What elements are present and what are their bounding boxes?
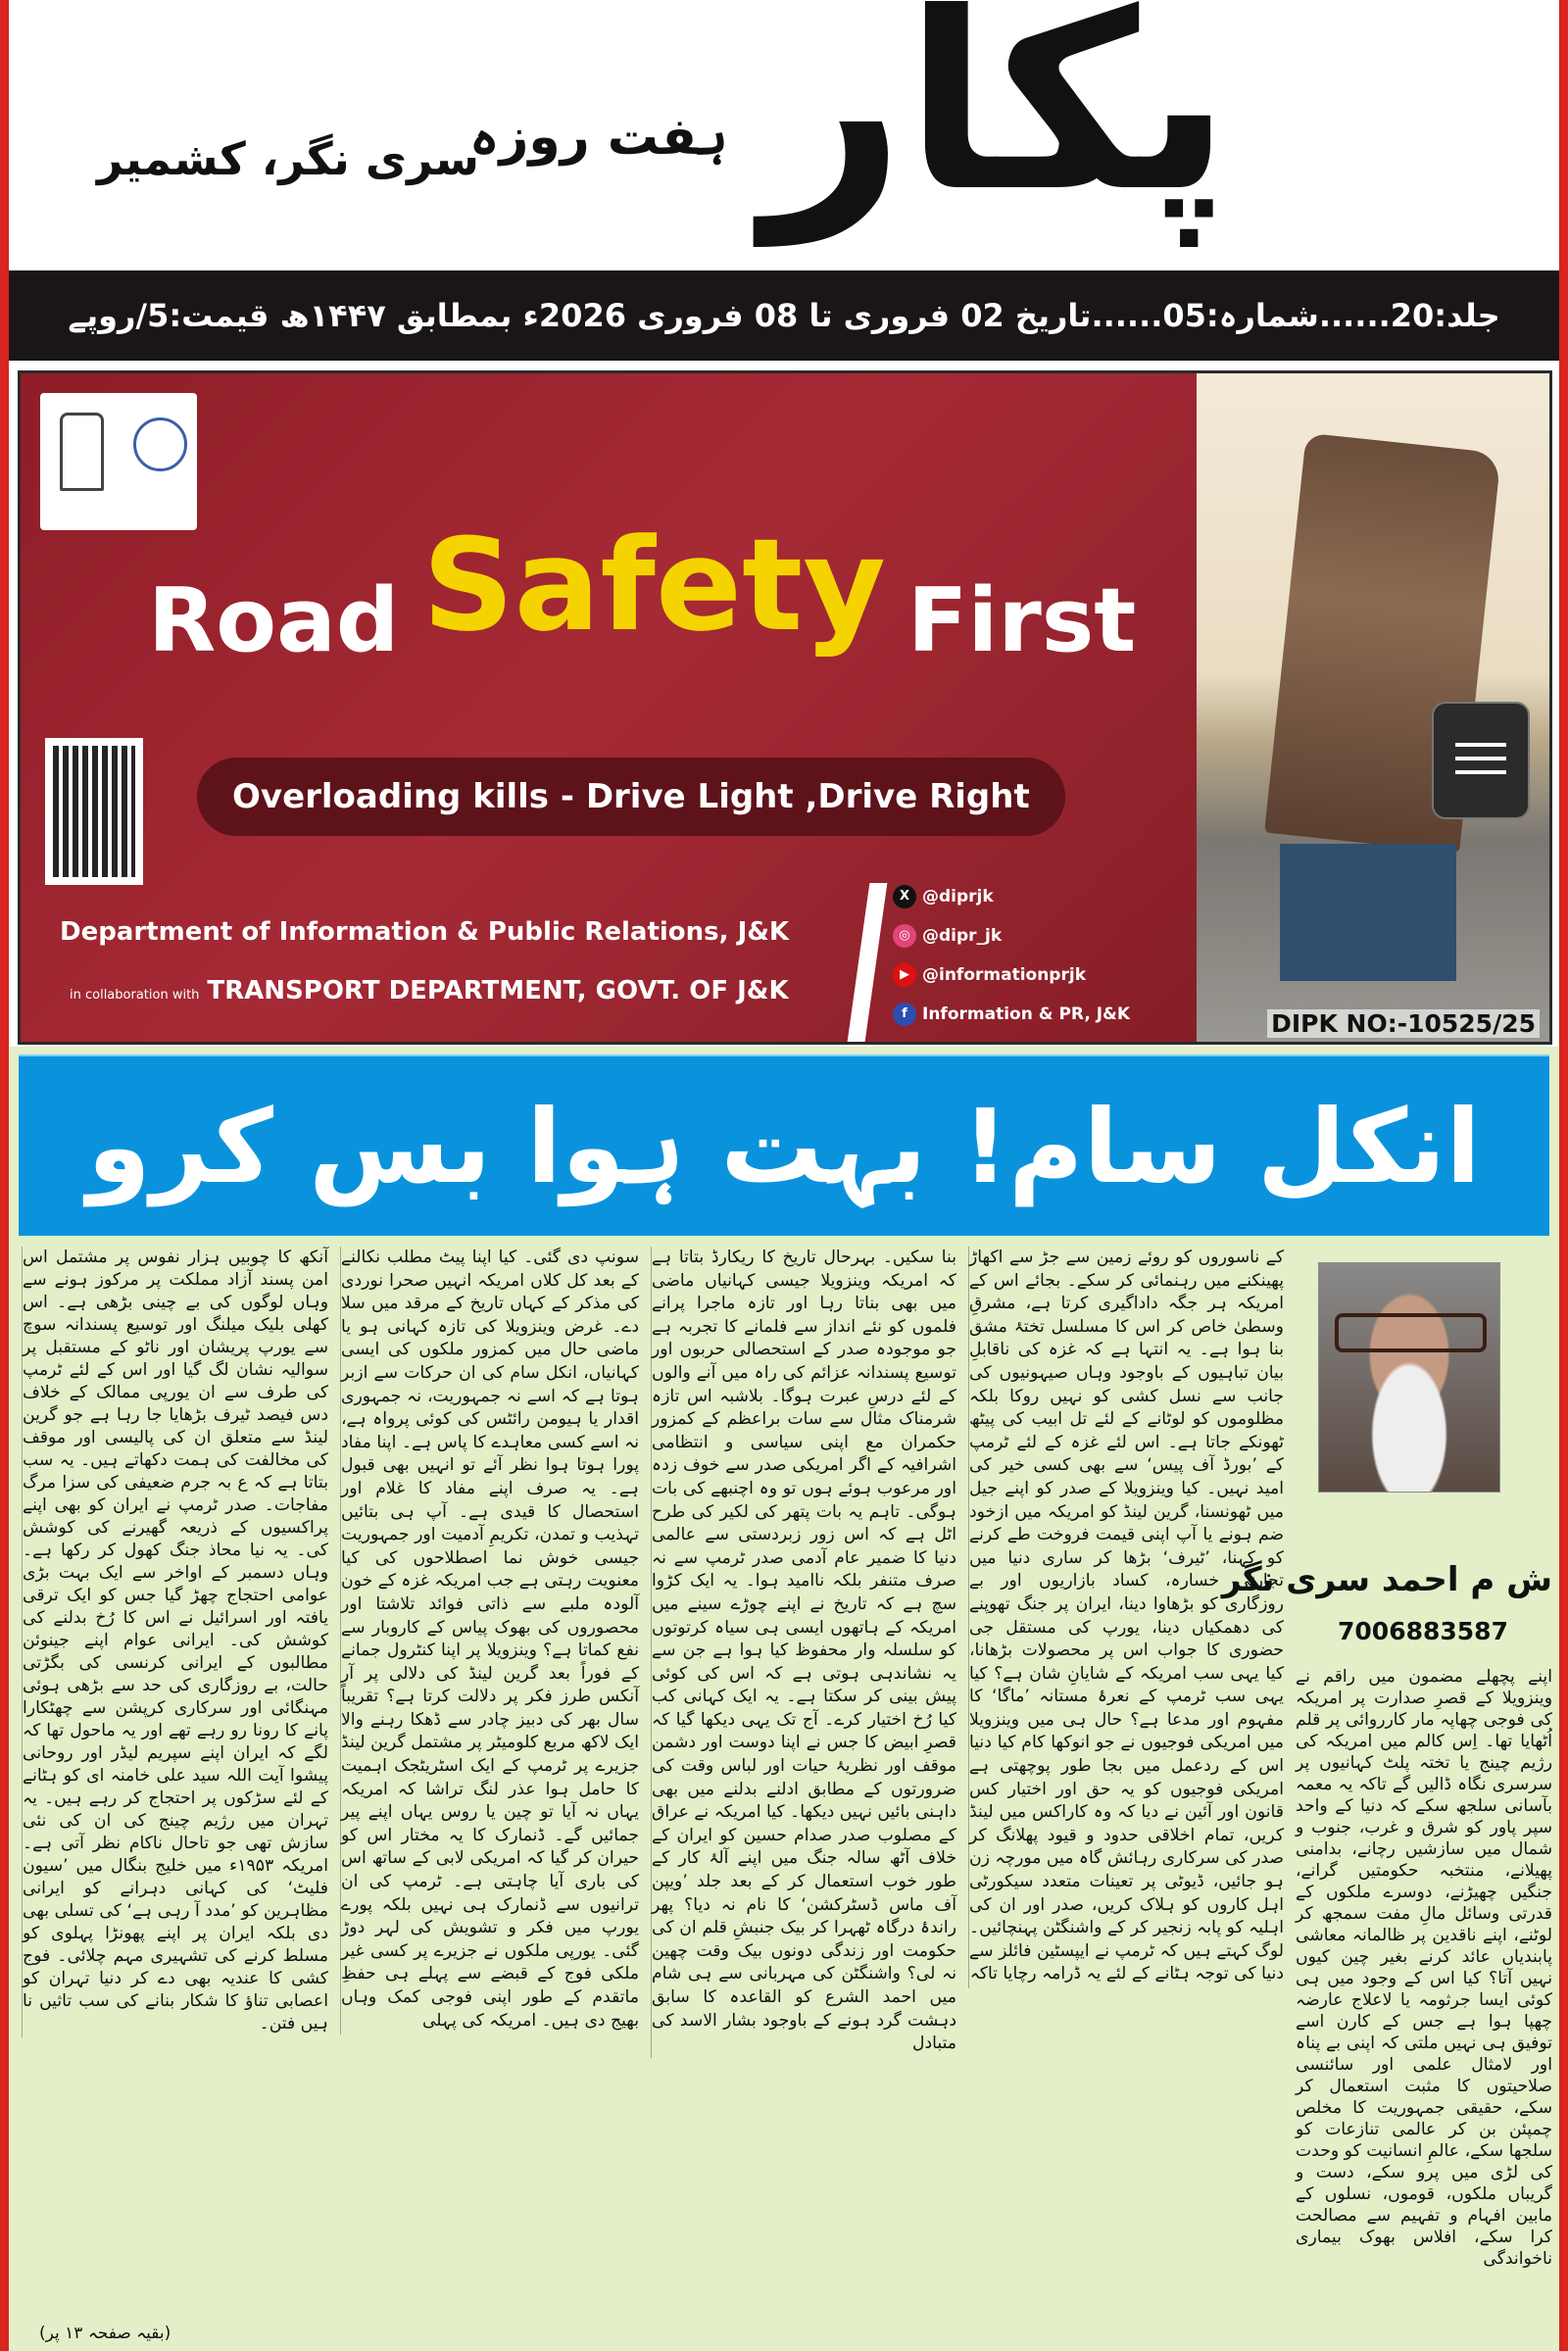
author-phone: 7006883587: [1338, 1617, 1508, 1645]
article-column-3: بنا سکیں۔ بہرحال تاریخ کا ریکارڈ بتاتا ہے کہ امریکہ وینزویلا جیسی کہانیاں ماضی میں بھی بناتا رہا اور تازہ ماجرا پرانے فلموں کو نئے انداز سے فلمانے کا تجربہ ہے جو موجودہ صدر کے استحصالی حربوں اور توسیع پسندانہ عزائم کی راہ میں آنے والوں کے لئے درسِ عبرت ہوگا۔ بلاشبہ اس تازہ شرمناک مثال سے سات براعظم کے کمزور حکمران مع اپنی سیاسی و انتظامی اشرافیہ کے اگر امریکی صدر سے خوف زدہ اور مرعوب ہوئے ہوں تو وہ اچنبھے کی بات ہوگی۔ تاہم یہ بات پتھر کی لکیر کی طرح اٹل ہے کہ اس زور زبردستی سے عالمی دنیا کا ضمیر عام آدمی صدر ٹرمپ سے نہ صرف متنفر بلکہ ناامید ہوا۔ یہ ایک کڑوا سچ ہے کہ تاریخ نے اپنے چوڑے سینے میں امریکہ کے ہاتھوں ایسی ہی سیاہ کرتوتوں کو سلسلہ وار محفوظ کیا ہوا ہے جن سے یہ نشاندہی ہوتی ہے کہ اس کی کوئی پیش بینی کر سکتا ہے۔ یہ ایک کہانی کب کیا رُخ اختیار کرے۔ آج تک یہی دیکھا گیا کہ قصرِ ابیض کا جس نے اپنا دوست اور دشمن موقف اور نظریۂ حیات اور لباس وقت کی ضرورتوں کے مطابق ادلنے بدلنے میں بھی داہنی بائیں نہیں دیکھا۔ کیا امریکہ نے عراق کے مصلوب صدر صدام حسین کو ایران کے خلاف آٹھ سالہ جنگ میں اپنے آلۂ کار کے طور خوب استعمال کر کے بعد جلد ’ویپن آف ماس ڈسٹرکشن‘ کا نام نہ دیا؟ پھر راندۂ درگاہ ٹھہرا کر بیک جنبشِ قلم ان کی حکومت اور زندگی دونوں بیک وقت چھین نہ لی؟ واشنگٹن کی مہربانی سے ہی شام میں احمد الشرع کو القاعدہ کا سابق دہشت گرد ہونے کے باوجود بشار الاسد کی متبادل: [651, 1247, 956, 2058]
youtube-icon: ▶: [893, 963, 916, 987]
social-youtube: ▶ @informationprjk: [893, 963, 1086, 987]
article-column-4: سونپ دی گئی۔ کیا اپنا پیٹ مطلب نکالنے کے بعد کل کلاں امریکہ انہیں صحرا نوردی کی مذکر کے کہاں تاریخ کے مرقد میں سلا دے۔ غرض وینزویلا کی تازہ کہانی ہو یا ماضی حال میں کمزور ملکوں کی ایسی کہانیاں، انکل سام کی ان حرکات سے ازبر ہوتا ہے کہ اسے نہ جمہوریت، نہ جمہوری اقدار یا ہیومن رائٹس کی کوئی پرواہ ہے، نہ اسے کسی معاہدے کا پاس ہے۔ اپنا مفاد پورا ہوتا ہوا نظر آئے تو انہیں بھی قبول ہے۔ یہ صرف اپنے مفاد کا غلام اور استحصال کا قیدی ہے۔ آپ ہی بتائیں تہذیب و تمدن، تکریمِ آدمیت اور جمہوریت جیسی خوش نما اصطلاحوں کی کیا معنویت رہتی ہے جب امریکہ غزہ کے خون آلودہ ملبے سے ذاتی فوائد تلاشتا اور محصوروں کی بھوک پیاس کے کاروبار سے نفع کماتا ہے؟ وینزویلا پر اپنا کنٹرول جمانے کے فوراً بعد گرین لینڈ کی دلالی پر آر آنکس طرز فکر پر دلالت کرتا ہے؟ تقریباً سال بھر کی دبیز چادر سے ڈھکا رہنے والا ایک لاکھ مربع کلومیٹر پر مشتمل گرین لینڈ جزیرے پر ٹرمپ کے ایک اسٹریٹجک اہمیت کا حامل ہوا عذر لنگ تراشا کہ امریکہ یہاں نہ آیا تو چین یا روس یہاں اپنے پیر جمائیں گے۔ ڈنمارک کا یہ مختار اس کو حیران کر گیا کہ امریکی لابی کے ساتھ اس کی باری آیا چاہتی ہے۔ ٹرمپ کی ان ترانیوں سے ڈنمارک ہی نہیں بلکہ پورے یورپ میں فکر و تشویش کی لہر دوڑ گئی۔ یورپی ملکوں نے جزیرے پر کسی غیر ملکی فوج کے قبضے سے پہلے ہی حفظِ ماتقدم کے طور اپنی فوجی کمک وہاں بھیج دی ہیں۔ امریکہ کی پہلی: [340, 1247, 639, 2034]
scan-icon: [1432, 702, 1530, 819]
article-column-1: اپنے پچھلے مضمون میں راقم نے وینزویلا کے قصرِ صدارت پر امریکہ کی فوجی چھاپہ مار کارروائی پر قلم اُٹھایا تھا۔ اِس کالم میں امریکہ کی رژیم چینج یا تختہ پلٹ کہانیوں پر سرسری نگاہ ڈالیں گے تاکہ یہ معمہ بآسانی سلجھ سکے کہ دنیا کے واحد سپر پاور کو شرق و غرب، جنوب و شمال میں سازشیں رچانے، بدامنی پھیلانے، منتخبہ حکومتیں گرانے، جنگیں چھیڑنے، دوسرے ملکوں کے قدرتی وسائل مالِ مفت سمجھ کر لوٹنے، اپنے ناقدین پر ظالمانہ معاشی پابندیاں عائد کرنے بغیر چین کیوں نہیں آتا؟ کیا اس کے وجود میں ہی کوئی ایسا جرثومہ یا لاعلاج عارضہ چھپا ہوا ہے جس کے کارن اسے توفیق ہی نہیں ملتی کہ اپنی بے پناہ اور لامثال علمی اور سائنسی صلاحیتوں کا مثبت استعمال کر سکے، حقیقی جمہوریت کا مخلص چمپئن بن کر عالمی تنازعات کو سلجھا سکے، عالمِ انسانیت کو وحدت کی لڑی میں پرو سکے، دست و گریباں ملکوں، قوموں، نسلوں کے مابین افہام و تفہیم سے مصالحت کرا سکے، افلاس بھوک بیماری ناخواندگی: [1296, 1667, 1552, 2269]
social-x: X @diprjk: [893, 885, 994, 908]
ad-dipk-number: DIPK NO:-10525/25: [1267, 1009, 1540, 1038]
page-border-left: [0, 0, 9, 2351]
article-column-5: آنکھ کا چوبیں ہزار نفوس پر مشتمل اس امن پسند آزاد مملکت پر مرکوز ہونے سے وہاں لوگوں کی بے چینی بڑھی ہے۔ اس کھلی بلیک میلنگ اور توسیع پسندانہ سوچ سے یورپ پریشان اور ناٹو کے مستقبل پر سوالیہ نشان لگ گیا اور اس کے لئے ٹرمپ کی طرف سے ان یورپی ممالک کے خلاف دس فیصد ٹیرف بڑھایا جا رہا ہے جو گرین لینڈ سے متعلق ان کی پالیسی اور موقف کی مخالفت کی ہمت دکھاتے ہیں۔ یہ سب بتاتا ہے کہ ع بہ جرم ضعیفی کی سزا مرگ مفاجات۔ صدر ٹرمپ نے ایران کو بھی اپنے پراکسیوں کے ذریعہ گھیرنے کی کوشش کی۔ یہ نیا محاذ جنگ کھول کر رکھا ہے۔ وہاں دسمبر کے اواخر سے ایک بہت بڑی عوامی احتجاج چھڑ گیا جس کو ایک ترقی یافتہ اور اسرائیل نے اس کا رُخ بدلنے کی کوشش کی۔ ایرانی عوام اپنے جینوئن مطالبوں کے ایرانی کرنسی کی بگڑتی حالت، بے روزگاری کی حد سے بڑھی ہوئی مہنگائی اور سرکاری کرپشن سے چھٹکارا پانے کا رونا رو رہے تھے اور یہ ماحول تھا کہ لگے کہ ایران اپنے سپریم لیڈر اور روحانی پیشوا آیت اللہ سید علی خامنہ ای کو ہٹانے کے لئے سڑکوں پر احتجاج کر رہے ہیں۔ یہ تہران میں رژیم چینج کی ان کی نئی سازش تھی جو تاحال ناکام نظر آتی ہے۔ امریکہ ۱۹۵۳ء میں خلیج بنگال میں ’سیون فلیٹ‘ کی کہانی دہرانے کو ایرانی مظاہرین کو ’مدد آ رہی ہے‘ کی تسلی بھی دی بلکہ ایران پر اپنے پھونڑا پہلوی کو مسلط کرنے کی تشہیری مہم چلائی۔ فوج کشی کا عندیہ بھی دے کر دنیا تہران کو اعصابی تناؤ کا شکار بنانے کی سب تاثیں نا ہیں فتن۔: [22, 1247, 328, 2037]
collab-name: TRANSPORT DEPARTMENT, GOVT. OF J&K: [207, 976, 789, 1005]
ad-tagline: Overloading kills - Drive Light ,Drive Right: [197, 758, 1065, 836]
newspaper-logo: پکار: [763, 0, 1232, 245]
issue-info-text: جلد:20......شمارہ:05......تاریخ 02 فروری تا 08 فروری 2026ء بمطابق ۱۴۴۷ھ قیمت:5/روپے: [68, 297, 1500, 334]
x-icon: X: [893, 885, 916, 908]
social-instagram: ◎ @dipr_jk: [893, 924, 1002, 948]
masthead: [9, 0, 1559, 263]
truck-body: [1280, 844, 1456, 981]
collab-prefix: in collaboration with: [70, 988, 200, 1003]
publication-city: سری نگر، کشمیر: [97, 132, 479, 185]
author-name: ش م احمد سری نگر: [1221, 1560, 1552, 1599]
ad-title-first: First: [907, 569, 1137, 672]
facebook-icon: f: [893, 1003, 916, 1026]
continued-note: (بقیہ صفحہ ۱۳ پر): [39, 2324, 172, 2343]
publication-frequency: ہفت روزہ: [469, 108, 728, 167]
author-glasses: [1335, 1313, 1487, 1352]
government-emblem-logo: [40, 393, 197, 530]
article-column-2: کے ناسوروں کو روئے زمین سے جڑ سے اکھاڑ پھینکنے میں رہنمائی کر سکے۔ بجائے اس کے امریکہ ہر جگہ داداگیری کرتا ہے، مشرقِ وسطیٰ خاص کر اس کا مسلسل تختۂ مشق بنا ہوا ہے۔ یہ انتہا ہے کہ غزہ کی ناقابلِ بیان تباہیوں کے باوجود وہاں صیہونیوں کی جانب سے نسل کشی کو نہیں روکا بلکہ مظلوموں کو لوٹانے کے لئے تل ابیب کی پیٹھ ٹھونکے جاتا ہے۔ اس لئے غزہ کے لئے ٹرمپ کے ’بورڈ آف پیس‘ سے بھی کسی خیر کی امید نہیں۔ کیا وینزویلا کے صدر کو اپنے جیل میں ٹھونسنا، گرین لینڈ کو امریکہ میں ازخود ضم ہونے یا آپ اپنی قیمت فروخت طے کرنے کو کہنا، ’ٹیرف‘ بڑھا کر ساری دنیا میں تجارتی خسارہ، کساد بازاریوں اور بے روزگاری کو بڑھاوا دینا، ایران پر جنگ تھوپنے کی دھمکیاں دینا، یورپ کی مستقل جی حضوری کا جواب اس پر محصولات بڑھانا، کیا یہی سب امریکہ کے شایانِ شان ہے؟ کیا یہی سب ٹرمپ کے نعرۂ مستانہ ’ماگا‘ کا مفہوم اور مدعا ہے؟ حال ہی میں وینزویلا میں امریکی فوجیوں نے جو انوکھا کام کیا دنیا اس کے ردعمل میں بجا طور پوچھتی ہے امریکی فوجیوں کو یہ حق اور اختیار کس قانون اور آئین نے دیا کہ وہ کاراکس میں لینڈ کریں، تمام اخلاقی حدود و قیود پھلانگ کر صدر کی سرکاری رہائش گاہ میں مورچہ زن ہو جائیں، ڈیوٹی پر تعینات متعدد سیکورٹی اہل کاروں کو ہلاک کریں، صدر اور ان کی اہلیہ کو پابہ زنجیر کر کے واشنگٹن پہنچائیں۔ لوگ کہتے ہیں کہ ٹرمپ نے ایپسٹین فائلز سے دنیا کی توجہ ہٹانے کے لئے یہ ڈرامہ رچایا تاکہ: [968, 1247, 1284, 1988]
ad-collaboration: [70, 976, 797, 1005]
ad-title-road: Road: [148, 569, 400, 672]
ad-department: Department of Information & Public Relations, J&K: [60, 917, 790, 947]
ad-title-safety: Safety: [422, 511, 886, 660]
road-safety-advertisement: [18, 370, 1552, 1045]
social-facebook: f Information & PR, J&K: [893, 1003, 1130, 1026]
author-photo: [1318, 1262, 1500, 1493]
qr-code-icon[interactable]: [45, 738, 143, 885]
instagram-icon: ◎: [893, 924, 916, 948]
issue-info-band: [9, 270, 1559, 361]
page-border-right: [1559, 0, 1568, 2351]
article-headline: انکل سام! بہت ہوا بس کرو: [19, 1054, 1549, 1236]
divider-slash: [848, 883, 888, 1042]
